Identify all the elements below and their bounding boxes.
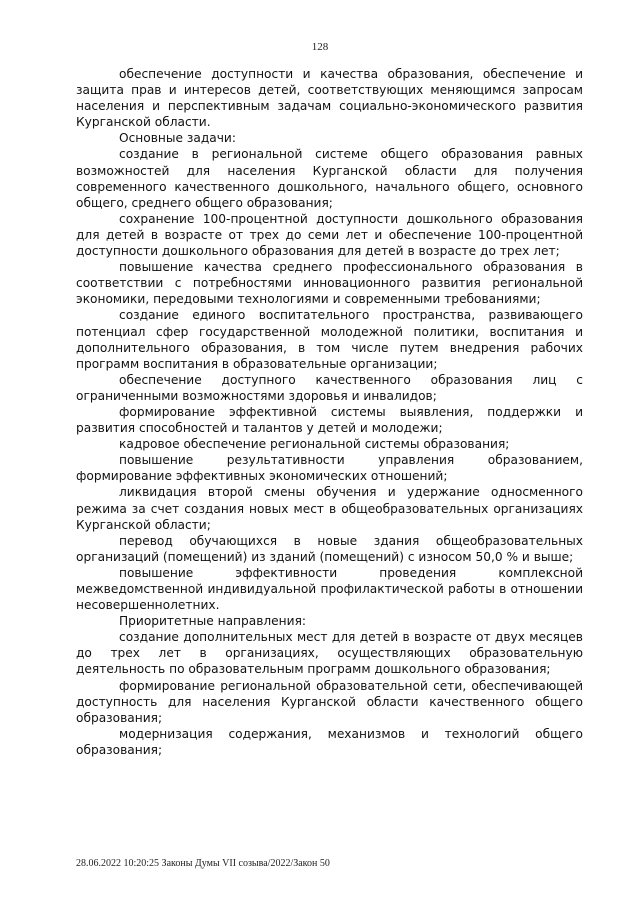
document-body — [76, 66, 583, 758]
paragraph-task: ликвидация второй смены обучения и удержание односменного режима за счет создания новых мест в общеобразовательных организациях Курганской области; — [76, 485, 583, 532]
paragraph-task: кадровое обеспечение региональной системы образования; — [119, 437, 510, 452]
heading-main-tasks: Основные задачи: — [119, 131, 236, 146]
heading-priority-directions: Приоритетные направления: — [119, 614, 307, 629]
paragraph-task: повышение качества среднего профессионального образования в соответствии с потребностями инновационного развития региональной экономики, передовыми технологиями и современными требованиями; — [76, 260, 583, 307]
paragraph-task: повышение результативности управления образованием, формирование эффективных экономических отношений; — [76, 453, 583, 484]
paragraph-direction: формирование региональной образовательной сети, обеспечивающей доступность для населения Курганской области качественного общего образования; — [76, 678, 583, 725]
paragraph-task: перевод обучающихся в новые здания общеобразовательных организаций (помещений) из зданий (помещений) с износом 50,0 % и выше; — [76, 533, 583, 564]
paragraph-goal: обеспечение доступности и качества образования, обеспечение и защита прав и интересов детей, соответствующих меняющимся запросам населения и перспективным задачам социально-экономического развития Курганской области. — [76, 67, 583, 130]
paragraph-task: сохранение 100-процентной доступности дошкольного образования для детей в возрасте от трех до семи лет и обеспечение 100-процентной доступности дошкольного образования для детей в возрасте до трех лет; — [76, 211, 583, 259]
paragraph-task: повышение эффективности проведения комплексной межведомственной индивидуальной профилактической работы в отношении несовершеннолетних. — [76, 565, 583, 613]
paragraph-task: создание единого воспитательного пространства, развивающего потенциал сфер государственной молодежной политики, воспитания и дополнительного образования, в том числе путем внедрения рабочих программ воспитания в образовательные организации; — [76, 308, 583, 371]
paragraph-direction: модернизация содержания, механизмов и технологий общего образования; — [76, 726, 583, 757]
footer-stamp: 28.06.2022 10:20:25 Законы Думы VII созыва/2022/Закон 50 — [76, 858, 330, 869]
paragraph-task: обеспечение доступного качественного образования лиц с ограниченными возможностями здоровья и инвалидов; — [76, 372, 583, 403]
paragraph-task: создание в региональной системе общего образования равных возможностей для населения Курганской области для получения современного качественного дошкольного, начального общего, основного общего, среднего общего образования; — [76, 147, 583, 210]
paragraph-direction: создание дополнительных мест для детей в возрасте от двух месяцев до трех лет в организациях, осуществляющих образовательную деятельность по образовательным программ дошкольного образования; — [76, 630, 583, 677]
page-number: 128 — [311, 41, 329, 53]
paragraph-task: формирование эффективной системы выявления, поддержки и развития способностей и талантов у детей и молодежи; — [76, 404, 583, 436]
